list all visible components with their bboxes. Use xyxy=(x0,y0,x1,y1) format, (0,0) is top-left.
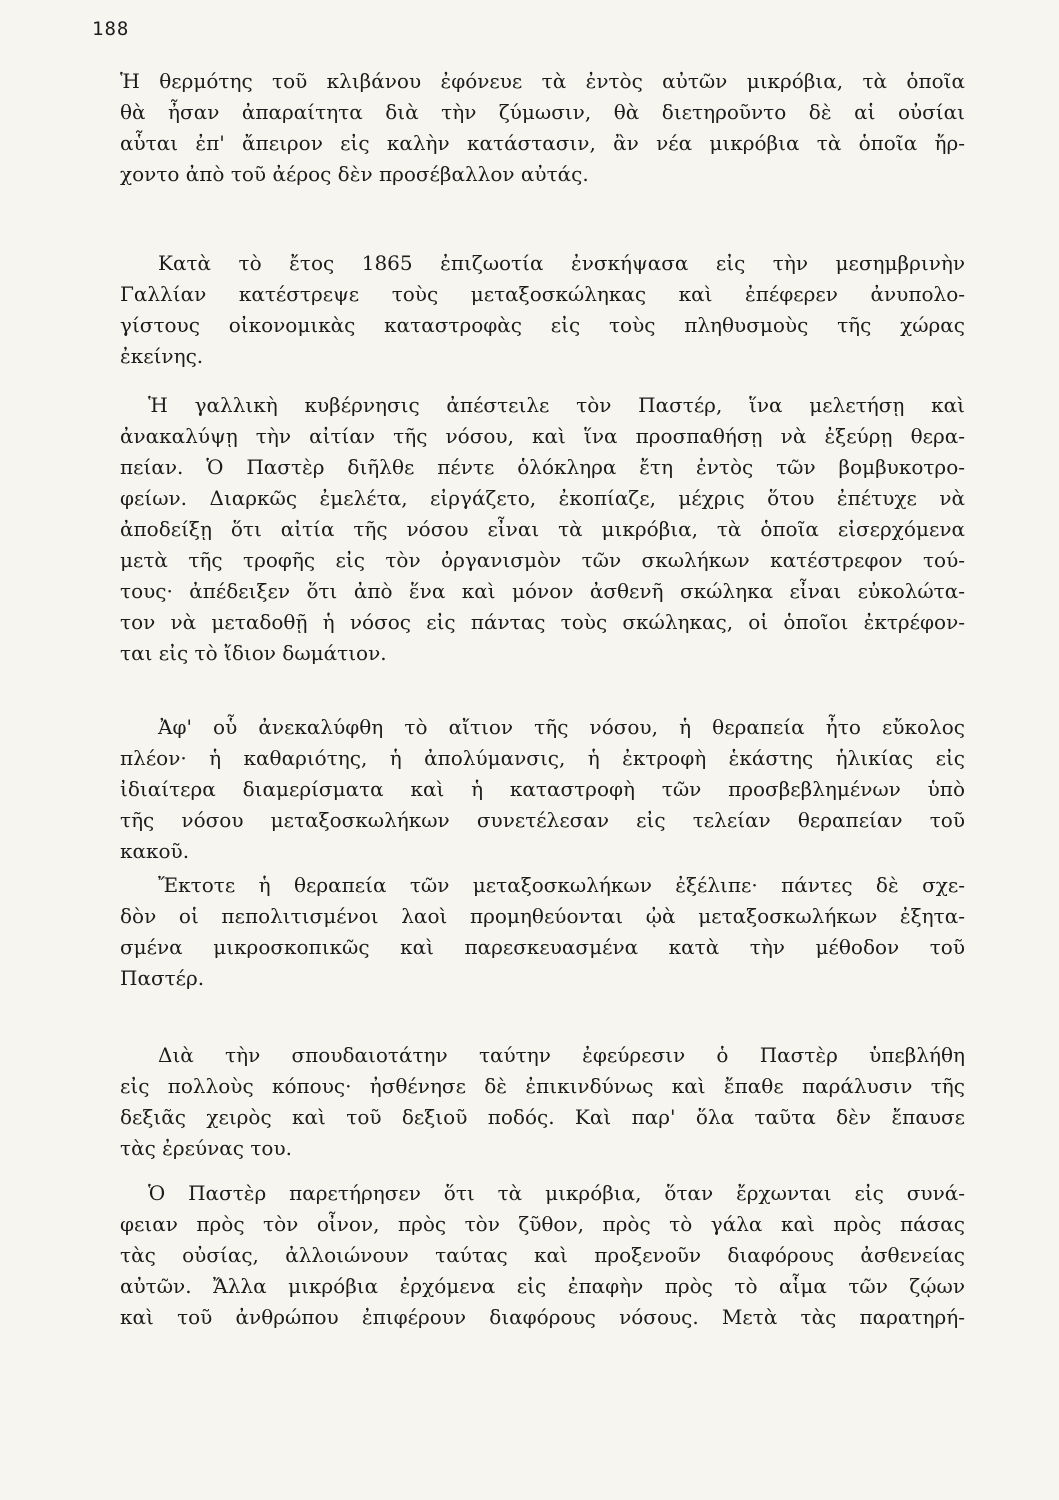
text-line: ἰδιαίτερα διαμερίσματα καὶ ἡ καταστροφὴ τῶν προσβεβλημένων ὑπὸ xyxy=(120,777,965,801)
text-line: γίστους οἰκονομικὰς καταστροφὰς εἰς τοὺς πληθυσμοὺς τῆς χώρας xyxy=(120,313,965,337)
text-line: Παστέρ. xyxy=(120,966,205,990)
text-line: φειαν πρὸς τὸν οἶνον, πρὸς τὸν ζῦθον, πρὸς τὸ γάλα καὶ πρὸς πάσας xyxy=(120,1212,965,1236)
text-line: Ὁ Παστὲρ παρετήρησεν ὅτι τὰ μικρόβια, ὅταν ἔρχωνται εἰς συνά- xyxy=(148,1181,965,1205)
text-line: μετὰ τῆς τροφῆς εἰς τὸν ὀργανισμὸν τῶν σκωλήκων κατέστρεφον τού- xyxy=(120,548,965,572)
text-line: χοντο ἀπὸ τοῦ ἀέρος δὲν προσέβαλλον αὐτάς. xyxy=(120,162,589,186)
text-line: θὰ ἦσαν ἀπαραίτητα διὰ τὴν ζύμωσιν, θὰ διετηροῦντο δὲ αἱ οὐσίαι xyxy=(120,100,965,124)
text-line: αὗται ἐπ' ἄπειρον εἰς καλὴν κατάστασιν, ἂν νέα μικρόβια τὰ ὁποῖα ἤρ- xyxy=(120,131,965,155)
text-line: φείων. Διαρκῶς ἐμελέτα, εἰργάζετο, ἐκοπίαζε, μέχρις ὅτου ἐπέτυχε νὰ xyxy=(120,486,965,510)
text-line: τον νὰ μεταδοθῇ ἡ νόσος εἰς πάντας τοὺς σκώληκας, οἱ ὁποῖοι ἐκτρέφον- xyxy=(120,610,965,634)
text-line: τῆς νόσου μεταξοσκωλήκων συνετέλεσαν εἰς τελείαν θεραπείαν τοῦ xyxy=(120,808,965,832)
text-line: ται εἰς τὸ ἴδιον δωμάτιον. xyxy=(120,641,387,665)
text-line: δὸν οἱ πεπολιτισμένοι λαοὶ προμηθεύονται ᾠὰ μεταξοσκωλήκων ἐξητα- xyxy=(120,904,965,928)
text-line: αὐτῶν. Ἄλλα μικρόβια ἐρχόμενα εἰς ἐπαφὴν πρὸς τὸ αἷμα τῶν ζῴων xyxy=(120,1274,965,1298)
text-line: Ἡ γαλλικὴ κυβέρνησις ἀπέστειλε τὸν Παστέρ, ἵνα μελετήσῃ καὶ xyxy=(148,393,965,417)
text-line: εἰς πολλοὺς κόπους· ἠσθένησε δὲ ἐπικινδύνως καὶ ἔπαθε παράλυσιν τῆς xyxy=(120,1074,965,1098)
paragraph xyxy=(120,870,965,994)
text-line: πλέον· ἡ καθαριότης, ἡ ἀπολύμανσις, ἡ ἐκτροφὴ ἑκάστης ἡλικίας εἰς xyxy=(120,746,965,770)
text-line: Γαλλίαν κατέστρεψε τοὺς μεταξοσκώληκας καὶ ἐπέφερεν ἀνυπολο- xyxy=(120,282,965,306)
text-line: Κατὰ τὸ ἔτος 1865 ἐπιζωοτία ἐνσκήψασα εἰς τὴν μεσημβρινὴν xyxy=(158,251,965,275)
text-line: τους· ἀπέδειξεν ὅτι ἀπὸ ἕνα καὶ μόνον ἀσθενῆ σκώληκα εἶναι εὐκολώτα- xyxy=(120,579,965,603)
paragraph xyxy=(120,66,965,190)
paragraph xyxy=(120,248,965,372)
text-line: Διὰ τὴν σπουδαιοτάτην ταύτην ἐφεύρεσιν ὁ Παστὲρ ὑπεβλήθη xyxy=(158,1043,965,1067)
paragraph xyxy=(120,390,965,669)
text-line: πείαν. Ὁ Παστὲρ διῆλθε πέντε ὁλόκληρα ἔτη ἐντὸς τῶν βομβυκοτρο- xyxy=(120,455,965,479)
text-line: ἐκείνης. xyxy=(120,344,204,368)
text-line: ἀνακαλύψῃ τὴν αἰτίαν τῆς νόσου, καὶ ἵνα προσπαθήσῃ νὰ ἐξεύρῃ θερα- xyxy=(120,424,965,448)
page-number: 188 xyxy=(92,18,130,40)
text-line: τὰς ἐρεύνας του. xyxy=(120,1136,292,1160)
paragraph xyxy=(120,1040,965,1164)
text-line: Ἀφ' οὗ ἀνεκαλύφθη τὸ αἴτιον τῆς νόσου, ἡ θεραπεία ἦτο εὔκολος xyxy=(158,715,965,739)
text-line: καὶ τοῦ ἀνθρώπου ἐπιφέρουν διαφόρους νόσους. Μετὰ τὰς παρατηρή- xyxy=(120,1305,965,1329)
paragraph xyxy=(120,1178,965,1333)
text-line: Ἡ θερμότης τοῦ κλιβάνου ἐφόνευε τὰ ἐντὸς αὐτῶν μικρόβια, τὰ ὁποῖα xyxy=(120,69,965,93)
text-line: ἀποδείξῃ ὅτι αἰτία τῆς νόσου εἶναι τὰ μικρόβια, τὰ ὁποῖα εἰσερχόμενα xyxy=(120,517,965,541)
paragraph xyxy=(120,712,965,867)
text-line: Ἔκτοτε ἡ θεραπεία τῶν μεταξοσκωλήκων ἐξέλιπε· πάντες δὲ σχε- xyxy=(158,873,965,897)
text-line: κακοῦ. xyxy=(120,839,190,863)
text-line: δεξιᾶς χειρὸς καὶ τοῦ δεξιοῦ ποδός. Καὶ παρ' ὅλα ταῦτα δὲν ἔπαυσε xyxy=(120,1105,965,1129)
text-line: σμένα μικροσκοπικῶς καὶ παρεσκευασμένα κατὰ τὴν μέθοδον τοῦ xyxy=(120,935,965,959)
text-line: τὰς οὐσίας, ἀλλοιώνουν ταύτας καὶ προξενοῦν διαφόρους ἀσθενείας xyxy=(120,1243,965,1267)
